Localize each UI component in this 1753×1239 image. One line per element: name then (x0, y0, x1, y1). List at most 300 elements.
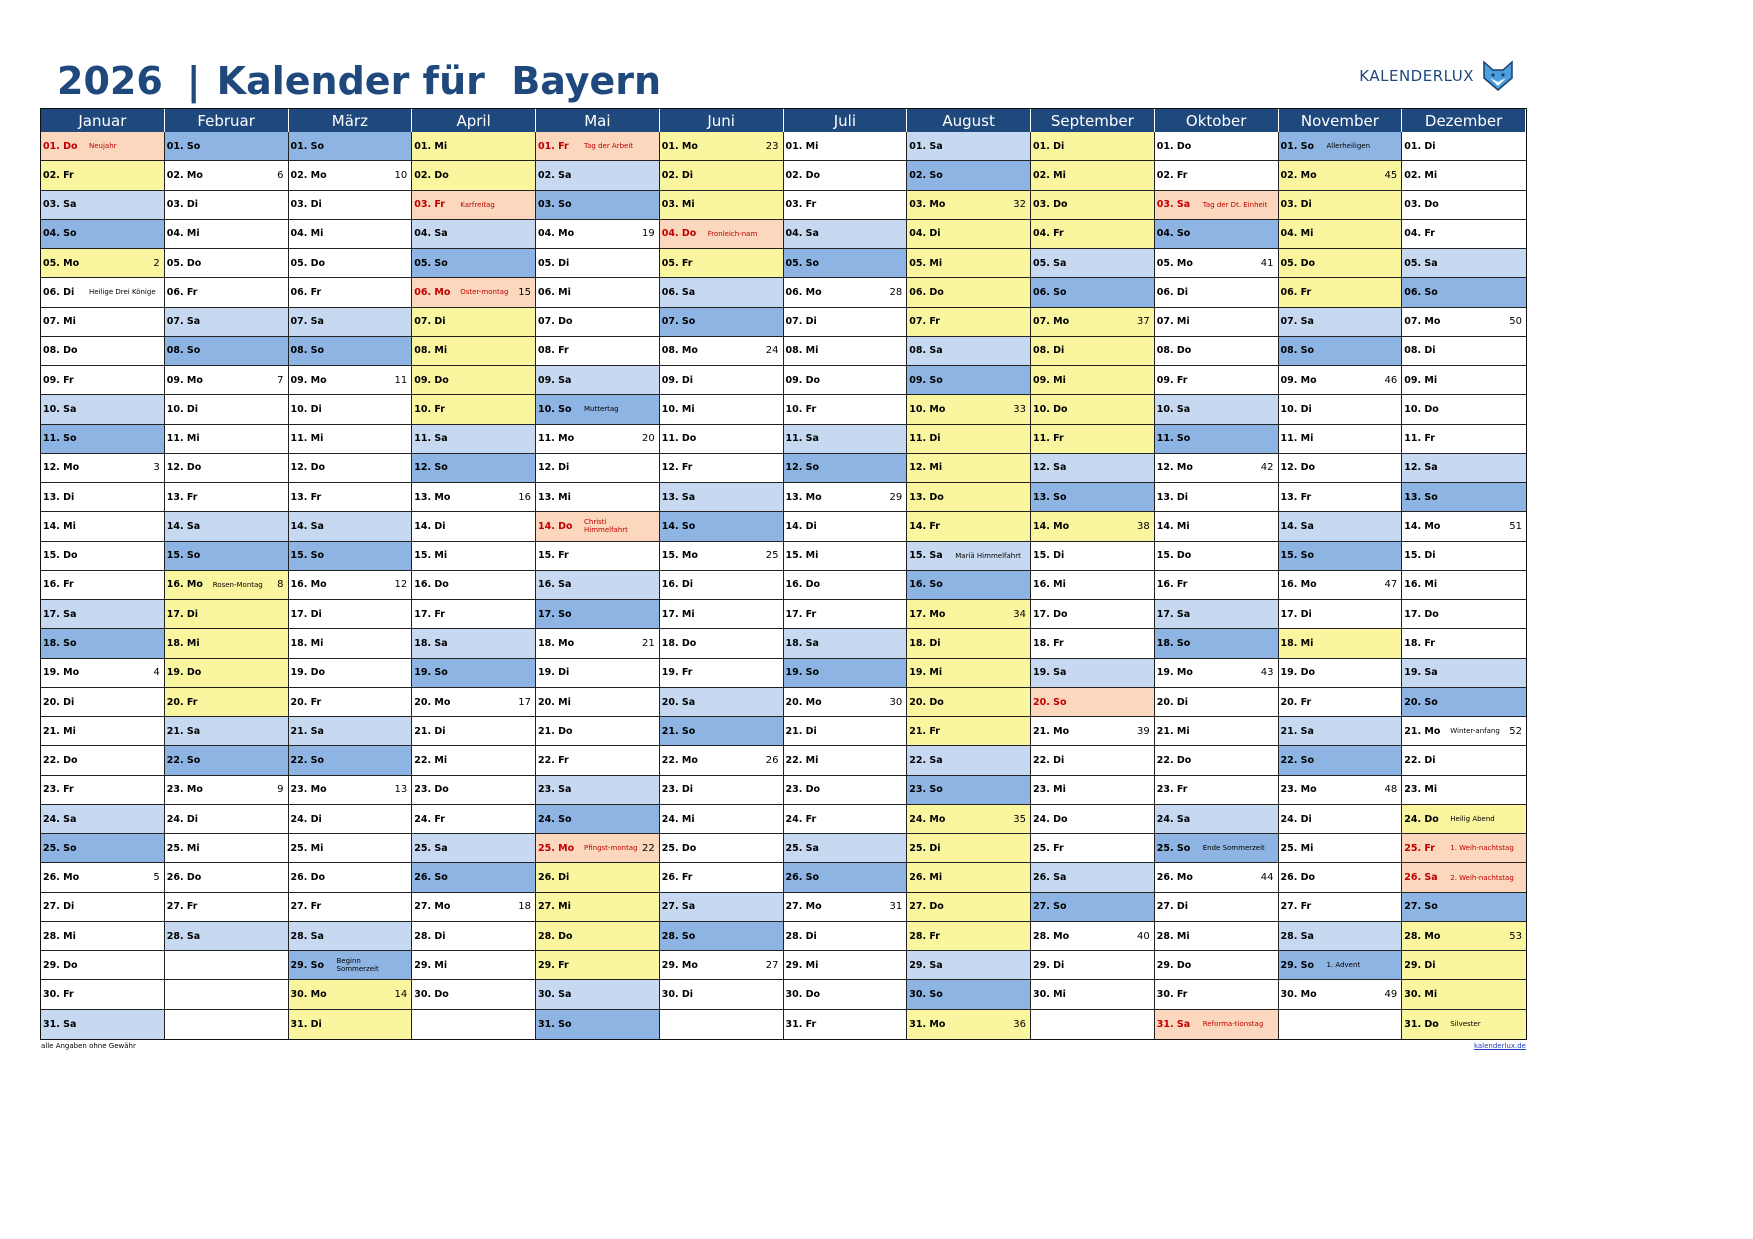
day-cell[interactable] (1031, 571, 1155, 600)
day-cell[interactable] (907, 1010, 1031, 1039)
day-cell[interactable] (784, 249, 908, 278)
day-cell[interactable] (41, 337, 165, 366)
day-cell[interactable] (41, 776, 165, 805)
day-cell[interactable] (41, 395, 165, 424)
day-cell[interactable] (165, 278, 289, 307)
day-cell[interactable] (1279, 659, 1403, 688)
day-cell[interactable] (41, 249, 165, 278)
day-cell[interactable] (165, 483, 289, 512)
day-cell[interactable] (907, 512, 1031, 541)
day-cell[interactable] (412, 776, 536, 805)
day-cell[interactable] (165, 863, 289, 892)
day-cell[interactable] (1155, 278, 1279, 307)
day-cell[interactable] (660, 191, 784, 220)
day-cell[interactable] (1279, 542, 1403, 571)
day-cell[interactable] (660, 629, 784, 658)
day-cell[interactable] (1279, 600, 1403, 629)
day-cell[interactable] (660, 600, 784, 629)
day-cell[interactable] (1155, 600, 1279, 629)
day-cell[interactable] (289, 161, 413, 190)
day-cell[interactable] (1279, 776, 1403, 805)
day-cell[interactable] (784, 278, 908, 307)
day-cell[interactable] (907, 454, 1031, 483)
day-cell[interactable] (1155, 512, 1279, 541)
day-cell[interactable] (1155, 308, 1279, 337)
day-cell[interactable] (289, 717, 413, 746)
day-cell[interactable] (907, 571, 1031, 600)
day-cell[interactable] (536, 132, 660, 161)
day-cell[interactable] (660, 805, 784, 834)
day-cell[interactable] (1031, 512, 1155, 541)
day-cell[interactable] (907, 483, 1031, 512)
day-cell[interactable] (536, 1010, 660, 1039)
day-cell[interactable] (660, 220, 784, 249)
day-cell[interactable] (289, 395, 413, 424)
day-cell[interactable] (784, 600, 908, 629)
day-cell[interactable] (784, 132, 908, 161)
day-cell[interactable] (165, 512, 289, 541)
day-cell[interactable] (536, 863, 660, 892)
day-cell[interactable] (1402, 425, 1526, 454)
day-cell[interactable] (41, 278, 165, 307)
day-cell[interactable] (1279, 746, 1403, 775)
day-cell[interactable] (165, 395, 289, 424)
day-cell[interactable] (536, 483, 660, 512)
day-cell[interactable] (412, 454, 536, 483)
day-cell[interactable] (907, 863, 1031, 892)
day-cell[interactable] (1279, 512, 1403, 541)
day-cell[interactable] (536, 600, 660, 629)
day-cell[interactable] (907, 278, 1031, 307)
day-cell[interactable] (1031, 863, 1155, 892)
day-cell[interactable] (165, 776, 289, 805)
day-cell[interactable] (1155, 980, 1279, 1009)
day-cell[interactable] (1402, 600, 1526, 629)
day-cell[interactable] (660, 366, 784, 395)
day-cell[interactable] (1155, 132, 1279, 161)
day-cell[interactable] (165, 249, 289, 278)
day-cell[interactable] (1155, 951, 1279, 980)
day-cell[interactable] (289, 308, 413, 337)
day-cell[interactable] (660, 717, 784, 746)
day-cell[interactable] (165, 717, 289, 746)
day-cell[interactable] (1155, 659, 1279, 688)
day-cell[interactable] (1279, 454, 1403, 483)
day-cell[interactable] (1402, 161, 1526, 190)
day-cell[interactable] (1155, 249, 1279, 278)
day-cell[interactable] (536, 161, 660, 190)
day-cell[interactable] (536, 834, 660, 863)
day-cell[interactable] (1031, 454, 1155, 483)
day-cell[interactable] (1279, 395, 1403, 424)
day-cell[interactable] (1279, 366, 1403, 395)
day-cell[interactable] (536, 629, 660, 658)
day-cell[interactable] (1279, 834, 1403, 863)
day-cell[interactable] (536, 337, 660, 366)
day-cell[interactable] (1031, 980, 1155, 1009)
day-cell[interactable] (536, 688, 660, 717)
day-cell[interactable] (660, 454, 784, 483)
day-cell[interactable] (907, 688, 1031, 717)
day-cell[interactable] (1155, 191, 1279, 220)
day-cell[interactable] (784, 1010, 908, 1039)
day-cell[interactable] (1031, 629, 1155, 658)
day-cell[interactable] (165, 659, 289, 688)
day-cell[interactable] (41, 454, 165, 483)
day-cell[interactable] (41, 805, 165, 834)
day-cell[interactable] (907, 659, 1031, 688)
day-cell[interactable] (784, 308, 908, 337)
day-cell[interactable] (412, 571, 536, 600)
day-cell[interactable] (536, 425, 660, 454)
day-cell[interactable] (536, 220, 660, 249)
day-cell[interactable] (41, 191, 165, 220)
day-cell[interactable] (907, 834, 1031, 863)
day-cell[interactable] (1279, 571, 1403, 600)
day-cell[interactable] (1279, 278, 1403, 307)
day-cell[interactable] (412, 191, 536, 220)
day-cell[interactable] (660, 746, 784, 775)
day-cell[interactable] (660, 308, 784, 337)
day-cell[interactable] (1402, 717, 1526, 746)
day-cell[interactable] (1402, 922, 1526, 951)
day-cell[interactable] (907, 980, 1031, 1009)
day-cell[interactable] (784, 191, 908, 220)
day-cell[interactable] (1402, 191, 1526, 220)
day-cell[interactable] (412, 132, 536, 161)
day-cell[interactable] (536, 980, 660, 1009)
day-cell[interactable] (1279, 132, 1403, 161)
day-cell[interactable] (289, 688, 413, 717)
day-cell[interactable] (660, 688, 784, 717)
day-cell[interactable] (1155, 922, 1279, 951)
day-cell[interactable] (165, 805, 289, 834)
day-cell[interactable] (784, 337, 908, 366)
day-cell[interactable] (41, 922, 165, 951)
day-cell[interactable] (907, 542, 1031, 571)
day-cell[interactable] (784, 951, 908, 980)
day-cell[interactable] (660, 571, 784, 600)
day-cell[interactable] (41, 161, 165, 190)
day-cell[interactable] (41, 600, 165, 629)
day-cell[interactable] (907, 220, 1031, 249)
day-cell[interactable] (165, 191, 289, 220)
day-cell[interactable] (1031, 220, 1155, 249)
day-cell[interactable] (289, 834, 413, 863)
day-cell[interactable] (165, 922, 289, 951)
day-cell[interactable] (41, 688, 165, 717)
day-cell[interactable] (536, 395, 660, 424)
day-cell[interactable] (1155, 629, 1279, 658)
day-cell[interactable] (907, 366, 1031, 395)
day-cell[interactable] (289, 191, 413, 220)
day-cell[interactable] (165, 600, 289, 629)
day-cell[interactable] (536, 922, 660, 951)
day-cell[interactable] (289, 805, 413, 834)
day-cell[interactable] (1155, 395, 1279, 424)
day-cell[interactable] (1279, 863, 1403, 892)
day-cell[interactable] (412, 893, 536, 922)
day-cell[interactable] (536, 308, 660, 337)
day-cell[interactable] (289, 571, 413, 600)
day-cell[interactable] (784, 805, 908, 834)
day-cell[interactable] (41, 220, 165, 249)
day-cell[interactable] (289, 249, 413, 278)
day-cell[interactable] (1031, 805, 1155, 834)
day-cell[interactable] (660, 922, 784, 951)
day-cell[interactable] (165, 834, 289, 863)
day-cell[interactable] (1031, 834, 1155, 863)
day-cell[interactable] (907, 717, 1031, 746)
day-cell[interactable] (1402, 980, 1526, 1009)
day-cell[interactable] (1031, 249, 1155, 278)
day-cell[interactable] (1279, 337, 1403, 366)
day-cell[interactable] (907, 425, 1031, 454)
day-cell[interactable] (907, 249, 1031, 278)
day-cell[interactable] (660, 951, 784, 980)
day-cell[interactable] (289, 746, 413, 775)
day-cell[interactable] (907, 132, 1031, 161)
day-cell[interactable] (165, 542, 289, 571)
brand-logo[interactable] (1359, 58, 1516, 94)
day-cell[interactable] (1031, 191, 1155, 220)
day-cell[interactable] (1402, 249, 1526, 278)
day-cell[interactable] (1402, 483, 1526, 512)
day-cell[interactable] (289, 600, 413, 629)
day-cell[interactable] (1155, 571, 1279, 600)
day-cell[interactable] (784, 980, 908, 1009)
day-cell[interactable] (1402, 571, 1526, 600)
day-cell[interactable] (536, 454, 660, 483)
day-cell[interactable] (784, 688, 908, 717)
day-cell[interactable] (1402, 395, 1526, 424)
day-cell[interactable] (41, 746, 165, 775)
day-cell[interactable] (412, 659, 536, 688)
day-cell[interactable] (907, 951, 1031, 980)
day-cell[interactable] (1402, 776, 1526, 805)
day-cell[interactable] (784, 863, 908, 892)
day-cell[interactable] (1402, 629, 1526, 658)
day-cell[interactable] (536, 776, 660, 805)
day-cell[interactable] (1155, 805, 1279, 834)
day-cell[interactable] (536, 717, 660, 746)
day-cell[interactable] (289, 542, 413, 571)
day-cell[interactable] (289, 1010, 413, 1039)
day-cell[interactable] (41, 542, 165, 571)
day-cell[interactable] (1031, 717, 1155, 746)
day-cell[interactable] (1155, 863, 1279, 892)
day-cell[interactable] (1279, 161, 1403, 190)
day-cell[interactable] (660, 980, 784, 1009)
day-cell[interactable] (784, 161, 908, 190)
day-cell[interactable] (165, 366, 289, 395)
day-cell[interactable] (1402, 512, 1526, 541)
day-cell[interactable] (660, 249, 784, 278)
day-cell[interactable] (165, 220, 289, 249)
day-cell[interactable] (289, 366, 413, 395)
day-cell[interactable] (1402, 132, 1526, 161)
day-cell[interactable] (1279, 980, 1403, 1009)
day-cell[interactable] (165, 425, 289, 454)
day-cell[interactable] (1279, 688, 1403, 717)
day-cell[interactable] (784, 395, 908, 424)
day-cell[interactable] (412, 746, 536, 775)
day-cell[interactable] (412, 951, 536, 980)
day-cell[interactable] (784, 483, 908, 512)
day-cell[interactable] (1402, 863, 1526, 892)
day-cell[interactable] (660, 132, 784, 161)
day-cell[interactable] (41, 366, 165, 395)
day-cell[interactable] (1155, 746, 1279, 775)
day-cell[interactable] (660, 776, 784, 805)
day-cell[interactable] (660, 863, 784, 892)
day-cell[interactable] (907, 191, 1031, 220)
day-cell[interactable] (165, 337, 289, 366)
day-cell[interactable] (412, 717, 536, 746)
day-cell[interactable] (536, 571, 660, 600)
day-cell[interactable] (1155, 776, 1279, 805)
day-cell[interactable] (784, 629, 908, 658)
day-cell[interactable] (1031, 746, 1155, 775)
day-cell[interactable] (1402, 746, 1526, 775)
day-cell[interactable] (907, 395, 1031, 424)
day-cell[interactable] (41, 629, 165, 658)
day-cell[interactable] (412, 366, 536, 395)
day-cell[interactable] (1031, 922, 1155, 951)
day-cell[interactable] (412, 600, 536, 629)
day-cell[interactable] (1279, 425, 1403, 454)
day-cell[interactable] (907, 746, 1031, 775)
day-cell[interactable] (289, 629, 413, 658)
day-cell[interactable] (907, 337, 1031, 366)
day-cell[interactable] (1031, 776, 1155, 805)
day-cell[interactable] (536, 951, 660, 980)
day-cell[interactable] (1402, 220, 1526, 249)
day-cell[interactable] (412, 980, 536, 1009)
day-cell[interactable] (41, 571, 165, 600)
day-cell[interactable] (289, 337, 413, 366)
day-cell[interactable] (165, 132, 289, 161)
day-cell[interactable] (660, 425, 784, 454)
day-cell[interactable] (1402, 542, 1526, 571)
day-cell[interactable] (1031, 688, 1155, 717)
day-cell[interactable] (536, 746, 660, 775)
day-cell[interactable] (289, 980, 413, 1009)
day-cell[interactable] (1155, 542, 1279, 571)
day-cell[interactable] (289, 922, 413, 951)
day-cell[interactable] (536, 512, 660, 541)
day-cell[interactable] (784, 922, 908, 951)
day-cell[interactable] (289, 483, 413, 512)
day-cell[interactable] (1402, 337, 1526, 366)
day-cell[interactable] (1155, 1010, 1279, 1039)
day-cell[interactable] (1155, 337, 1279, 366)
day-cell[interactable] (1279, 805, 1403, 834)
day-cell[interactable] (289, 220, 413, 249)
day-cell[interactable] (1279, 483, 1403, 512)
day-cell[interactable] (41, 1010, 165, 1039)
day-cell[interactable] (1279, 893, 1403, 922)
day-cell[interactable] (41, 483, 165, 512)
day-cell[interactable] (412, 688, 536, 717)
day-cell[interactable] (289, 132, 413, 161)
day-cell[interactable] (165, 893, 289, 922)
day-cell[interactable] (536, 805, 660, 834)
day-cell[interactable] (784, 571, 908, 600)
day-cell[interactable] (1279, 951, 1403, 980)
day-cell[interactable] (1031, 542, 1155, 571)
day-cell[interactable] (1279, 220, 1403, 249)
day-cell[interactable] (165, 161, 289, 190)
day-cell[interactable] (412, 805, 536, 834)
day-cell[interactable] (907, 161, 1031, 190)
day-cell[interactable] (412, 161, 536, 190)
day-cell[interactable] (1402, 893, 1526, 922)
day-cell[interactable] (1031, 308, 1155, 337)
website-link[interactable]: kalenderlux.de (1473, 1042, 1526, 1050)
day-cell[interactable] (412, 249, 536, 278)
day-cell[interactable] (1155, 688, 1279, 717)
day-cell[interactable] (784, 512, 908, 541)
day-cell[interactable] (41, 132, 165, 161)
day-cell[interactable] (289, 425, 413, 454)
day-cell[interactable] (907, 922, 1031, 951)
day-cell[interactable] (412, 922, 536, 951)
day-cell[interactable] (907, 805, 1031, 834)
day-cell[interactable] (907, 776, 1031, 805)
day-cell[interactable] (784, 717, 908, 746)
day-cell[interactable] (412, 278, 536, 307)
day-cell[interactable] (1031, 161, 1155, 190)
day-cell[interactable] (289, 278, 413, 307)
day-cell[interactable] (1155, 425, 1279, 454)
day-cell[interactable] (660, 483, 784, 512)
day-cell[interactable] (289, 776, 413, 805)
day-cell[interactable] (907, 893, 1031, 922)
day-cell[interactable] (412, 542, 536, 571)
day-cell[interactable] (536, 542, 660, 571)
day-cell[interactable] (660, 893, 784, 922)
day-cell[interactable] (41, 512, 165, 541)
day-cell[interactable] (412, 483, 536, 512)
day-cell[interactable] (1031, 395, 1155, 424)
day-cell[interactable] (1031, 132, 1155, 161)
day-cell[interactable] (1031, 337, 1155, 366)
day-cell[interactable] (412, 308, 536, 337)
day-cell[interactable] (536, 366, 660, 395)
day-cell[interactable] (1402, 308, 1526, 337)
day-cell[interactable] (536, 659, 660, 688)
day-cell[interactable] (907, 629, 1031, 658)
day-cell[interactable] (1031, 659, 1155, 688)
day-cell[interactable] (784, 834, 908, 863)
day-cell[interactable] (1155, 834, 1279, 863)
day-cell[interactable] (1031, 366, 1155, 395)
day-cell[interactable] (536, 249, 660, 278)
day-cell[interactable] (412, 863, 536, 892)
day-cell[interactable] (41, 893, 165, 922)
day-cell[interactable] (1031, 951, 1155, 980)
day-cell[interactable] (412, 337, 536, 366)
day-cell[interactable] (1155, 483, 1279, 512)
day-cell[interactable] (165, 688, 289, 717)
day-cell[interactable] (1155, 717, 1279, 746)
day-cell[interactable] (1279, 922, 1403, 951)
day-cell[interactable] (784, 746, 908, 775)
day-cell[interactable] (907, 600, 1031, 629)
day-cell[interactable] (1279, 308, 1403, 337)
day-cell[interactable] (165, 454, 289, 483)
